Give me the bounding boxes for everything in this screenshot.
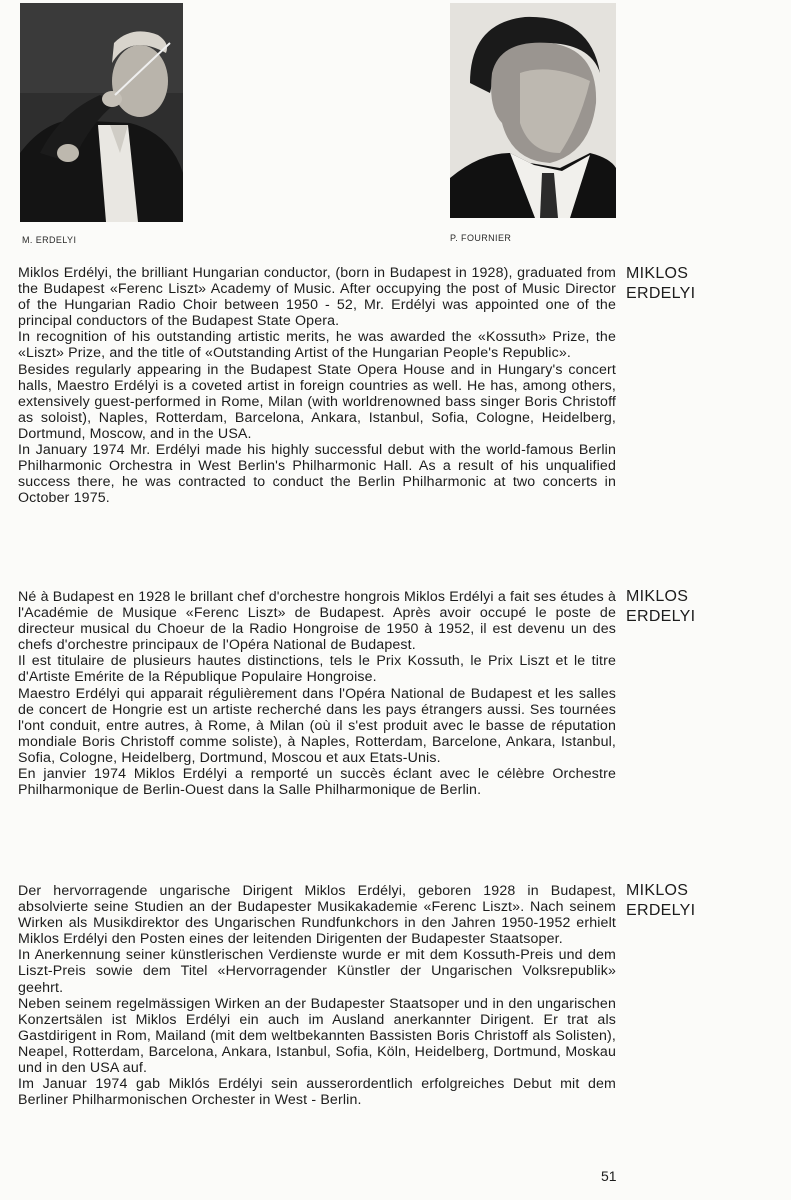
paragraph: Der hervorragende ungarische Dirigent Miklos Erdélyi, geboren 1928 in Budapest, absolvierte seine Studien an der Budapester Musikakademie «Ferenc Liszt». Nach seinem Wirken als Musikdirektor des Ungarischen Rundfunkchors in den Jahren 1950-1952 erhielt Miklos Erdélyi den Posten eines der leitenden Dirigenten der Budapester Staatsoper. bbox=[18, 883, 616, 948]
photo-caption-erdelyi: M. ERDELYI bbox=[22, 235, 77, 245]
paragraph: Miklos Erdélyi, the brilliant Hungarian conductor, (born in Budapest in 1928), graduated from the Budapest «Ferenc Liszt» Academy of Music. After occupying the post of Music Director of the Hungarian Radio Choir between 1950 - 52, Mr. Erdélyi was appointed one of the principal conductors of the Budapest State Opera. bbox=[18, 265, 616, 330]
biography-german bbox=[18, 883, 616, 1108]
side-label-line: ERDELYI bbox=[626, 285, 696, 302]
paragraph: Neben seinem regelmässigen Wirken an der Budapester Staatsoper und in den ungarischen Konzertsälen ist Miklos Erdélyi ein auch im Ausland anerkannter Dirigent. Er trat als Gastdirigent in Rom, Mailand (mit dem weltbekannten Bassisten Boris Christoff als Solisten), Neapel, Rotterdam, Barcelona, Ankara, Istanbul, Sofia, Köln, Heidelberg, Dortmund, Moskau und in den USA auf. bbox=[18, 995, 616, 1077]
side-label-english bbox=[626, 264, 695, 304]
conductor-portrait-image bbox=[20, 3, 183, 222]
side-label-line: MIKLOS bbox=[626, 882, 689, 899]
paragraph: In January 1974 Mr. Erdélyi made his highly successful debut with the world-famous Berlin Philharmonic Orchestra in West Berlin's Philharmonic Hall. As a result of his unqualified success there, he was contracted to conduct the Berlin Philharmonic at two concerts in October 1975. bbox=[18, 442, 616, 507]
side-label-line: MIKLOS bbox=[626, 588, 689, 605]
photo-m-erdelyi bbox=[20, 3, 183, 222]
photo-p-fournier bbox=[450, 3, 616, 218]
page-number: 51 bbox=[601, 1168, 617, 1184]
paragraph: En janvier 1974 Miklos Erdélyi a remporté un succès éclant avec le célèbre Orchestre Philharmonique de Berlin-Ouest dans la Salle Philharmonique de Berlin. bbox=[18, 766, 616, 799]
paragraph: In recognition of his outstanding artistic merits, he was awarded the «Kossuth» Prize, the «Liszt» Prize, and the title of «Outstanding Artist of the Hungarian People's Republic». bbox=[18, 329, 616, 362]
paragraph: Maestro Erdélyi qui apparait régulièrement dans l'Opéra National de Budapest et les salles de concert de Hongrie est un artiste recherché dans les pays étrangers aussi. Ses tournées l'ont conduit, entre autres, à Rome, à Milan (où il s'est produit avec le basse de réputation mondiale Boris Christoff comme soliste), à Naples, Rotterdam, Barcelone, Ankara, Istanbul, Sofia, Cologne, Heidelberg, Dortmund, Moscou et aux Etats-Unis. bbox=[18, 685, 616, 766]
paragraph: Im Januar 1974 gab Miklós Erdélyi sein ausserordentlich erfolgreiches Debut mit dem Berliner Philharmonischen Orchester in West - Berlin. bbox=[18, 1076, 616, 1109]
side-label-french bbox=[626, 587, 695, 627]
fournier-portrait-image bbox=[450, 3, 616, 218]
biography-french bbox=[18, 589, 616, 798]
paragraph: In Anerkennung seiner künstlerischen Verdienste wurde er mit dem Kossuth-Preis und dem Liszt-Preis sowie dem Titel «Hervorragender Künstler der Ungarischen Volksrepublik» geehrt. bbox=[18, 947, 616, 996]
side-label-german bbox=[626, 881, 695, 921]
paragraph: Né à Budapest en 1928 le brillant chef d'orchestre hongrois Miklos Erdélyi a fait ses études à l'Académie de Musique «Ferenc Liszt» de Budapest. Après avoir occupé le poste de directeur musical du Choeur de la Radio Hongroise de 1950 à 1952, il est devenu un des chefs d'orchestre principaux de l'Opéra National de Budapest. bbox=[18, 589, 616, 654]
side-label-line: ERDELYI bbox=[626, 902, 696, 919]
biography-english bbox=[18, 265, 616, 506]
photo-caption-fournier: P. FOURNIER bbox=[450, 233, 512, 243]
side-label-line: ERDELYI bbox=[626, 608, 696, 625]
paragraph: Besides regularly appearing in the Budapest State Opera House and in Hungary's concert halls, Maestro Erdélyi is a coveted artist in foreign countries as well. He has, among others, extensively guest-performed in Rome, Milan (with worldrenowned bass singer Boris Christoff as soloist), Naples, Rotterdam, Barcelona, Ankara, Istanbul, Sofia, Cologne, Heidelberg, Dortmund, Moscow, and in the USA. bbox=[18, 361, 616, 442]
side-label-line: MIKLOS bbox=[626, 265, 689, 282]
paragraph: Il est titulaire de plusieurs hautes distinctions, tels le Prix Kossuth, le Prix Liszt et le titre d'Artiste Emérite de la République Populaire Hongroise. bbox=[18, 653, 616, 686]
